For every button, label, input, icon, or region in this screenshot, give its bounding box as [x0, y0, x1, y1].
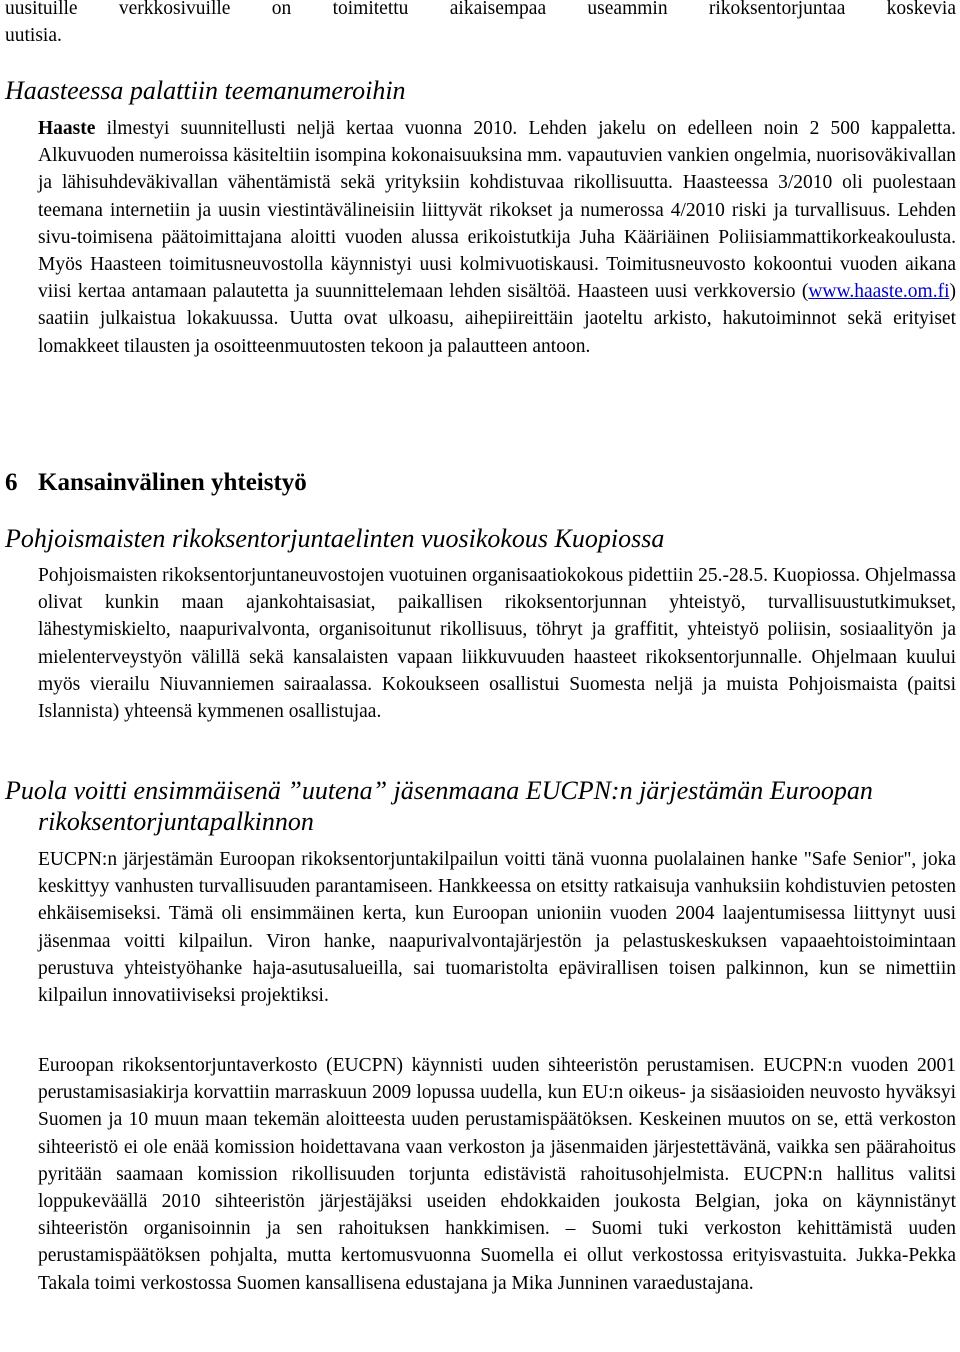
puola-paragraph-2	[0, 1052, 960, 1297]
haaste-lead: Haaste	[38, 118, 96, 139]
haaste-text-2: ) saatiin julkaistua lokakuussa. Uutta ovat ulkoasu, aihepiireittäin jaoteltu arkisto, hakutoiminnot sekä erityiset lomakkeet tilausten ja osoitteenmuutosten tekoon ja palautteen antoon.	[38, 281, 956, 357]
chapter-number: 6	[5, 469, 18, 496]
puola-text-1: EUCPN:n järjestämän Euroopan rikoksentorjuntakilpailun voitti tänä vuonna puolalainen hanke "Safe Senior", joka keskittyy vanhusten turvallisuuden parantamiseen. Hankkeessa on etsitty ratkaisuja vanhuksiin kohdistuvien petosten ehkäisemiseksi. Tämä oli ensimmäinen kerta, kun Euroopan unioniin vuoden 2004 laajentumisessa liittynyt uusi jäsenmaa voitti kilpailun. Viron hanke, naapurivalvontajärjestön ja pelastuskeskuksen vapaaehtoistoimintaan perustuva yhteistyöhanke haja-asutusalueilla, sai tuomaristolta epävirallisen toisen palkinnon, kun se nimettiin kilpailun innovatiiviseksi projektiksi.	[38, 849, 956, 1007]
haaste-link[interactable]: www.haaste.om.fi	[808, 281, 950, 303]
haaste-heading: Haasteessa palattiin teemanumeroihin	[5, 76, 406, 105]
puola-heading	[5, 775, 945, 837]
intro-block	[0, 0, 960, 49]
puola-text-2: Euroopan rikoksentorjuntaverkosto (EUCPN) käynnisti uuden sihteeristön perustamisen. EUCPN:n vuoden 2001 perustamisasiakirja korvattiin marraskuun 2009 lopussa uudella, kun EU:n oikeus- ja sisäasioiden neuvosto hyväksyi Suomen ja 10 muun maan tekemän aloitteesta uuden perustamispäätöksen. Keskeinen muutos on se, että verkoston sihteeristö ei ole enää komission hoidettavana vaan verkoston ja jäsenmaiden järjestettävänä, vaikka sen päärahoitus pyritään saamaan komission rikollisuuden torjunta edistävistä rahoitusohjelmista. EUCPN:n hallitus valitsi loppukeväällä 2010 sihteeristön järjestäjäksi useiden ehdokkaiden joukosta Belgian, joka on käynnistänyt sihteeristön organisoinnin ja sen rahoituksen hankkimisen. – Suomi tuki verkoston kehittämistä uuden perustamispäätöksen pohjalta, mutta kertomusvuonna Suomella ei ollut verkostossa erityisvastuita. Jukka-Pekka Takala toimi verkostossa Suomen kansallisena edustajana ja Mika Junninen varaedustajana.	[38, 1055, 956, 1294]
intro-line-1: uusituille verkkosivuille on toimitettu aikaisempaa useammin rikoksentorjuntaa koskevia	[5, 0, 956, 19]
puola-heading-line-1: Puola voitti ensimmäisenä ”uutena” jäsenmaana EUCPN:n järjestämän Euroopan	[5, 776, 873, 805]
haaste-text-1: ilmestyi suunnitellusti neljä kertaa vuonna 2010. Lehden jakelu on edelleen noin 2 500 kappaletta. Alkuvuoden numeroissa käsiteltiin isompina kokonaisuuksina mm. vapautuvien vankien ongelmia, nuorisoväkivallan ja lähisuhdeväkivallan vähentämistä sekä yrityksiin kohdistuvaa rikollisuutta. Haasteessa 3/2010 oli puolestaan teemana internetiin ja uusin viestintävälineisiin liittyvät rikokset ja numerossa 4/2010 riski ja turvallisuus. Lehden sivu-toimisena päätoimittajana aloitti vuoden alussa erikoistutkija Juha Kääriäinen Poliisiammattikorkeakoulusta. Myös Haasteen toimitusneuvostolla käynnistyi uusi kolmivuotiskausi. Toimitusneuvosto kokoontui vuoden aikana viisi kertaa antamaan palautetta ja suunnittelemaan lehden sisältöä. Haasteen uusi verkkoversio (	[38, 118, 956, 303]
intro-line-2: uutisia.	[5, 25, 62, 47]
chapter-title: Kansainvälinen yhteistyö	[38, 469, 307, 496]
kuopio-text: Pohjoismaisten rikoksentorjuntaneuvostojen vuotuinen organisaatiokokous pidettiin 25.-28.5. Kuopiossa. Ohjelmassa olivat kunkin maan ajankohtaisasiat, paikallisen rikoksentorjunnan yhteistyö, turvallisuustutkimukset, lähestymiskielto, naapurivalvonta, organisoitunut rikollisuus, töhryt ja graffitit, yhteistyö poliisin, sosiaalityön ja mielenterveystyön välillä sekä kansalaisten vapaan liikkuvuuden haasteet rikoksentorjunnalle. Ohjelmaan kuului myös vierailu Niuvanniemen sairaalassa. Kokoukseen osallistui Suomesta neljä ja muista Pohjoismaista (paitsi Islannista) yhteensä kymmenen osallistujaa.	[38, 565, 956, 723]
kuopio-paragraph	[0, 562, 960, 725]
haaste-paragraph	[0, 115, 960, 360]
kuopio-heading: Pohjoismaisten rikoksentorjuntaelinten vuosikokous Kuopiossa	[5, 524, 665, 553]
chapter-heading	[5, 467, 945, 498]
puola-heading-line-2: rikoksentorjuntapalkinnon	[38, 807, 314, 836]
puola-paragraph-1	[0, 846, 960, 1009]
